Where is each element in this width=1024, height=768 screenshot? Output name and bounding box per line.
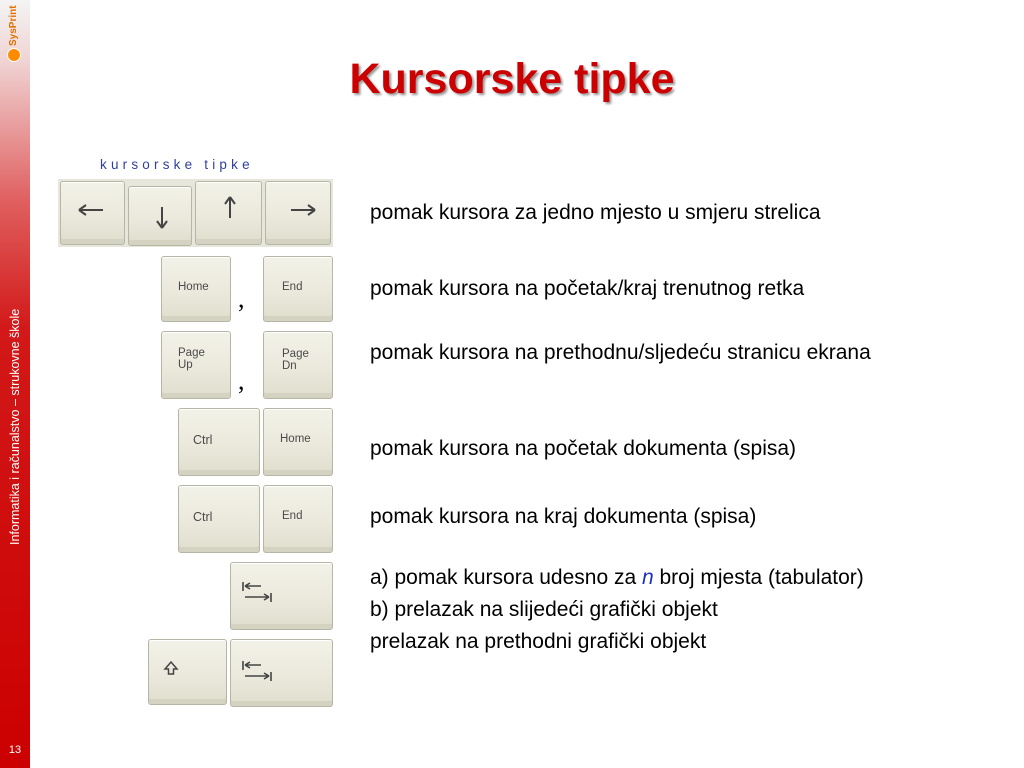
home-key-label: Home — [178, 281, 209, 293]
page-dn-key — [263, 331, 333, 399]
tab-desc-a-start: a) pomak kursora udesno za — [370, 566, 642, 589]
row5-text: pomak kursora na kraj dokumenta (spisa) — [370, 505, 757, 528]
tab-desc-a-end: broj mjesta (tabulator) — [653, 566, 864, 589]
tab-icon — [241, 660, 273, 682]
ctrl-key — [178, 485, 260, 553]
tab-icon — [241, 581, 273, 603]
shift-tab-description: prelazak na prethodni grafički objekt — [370, 630, 707, 653]
end-key-label: End — [282, 281, 303, 293]
tab-desc-variable-n: n — [641, 566, 654, 589]
tab-key — [230, 639, 333, 707]
up-arrow-icon — [224, 194, 236, 220]
shift-key — [148, 639, 227, 705]
separator-comma: , — [238, 284, 245, 313]
page-number: 13 — [8, 744, 22, 756]
shift-arrow-icon — [163, 660, 179, 676]
left-arrow-key — [60, 181, 125, 245]
logo-text: SysPrint — [8, 5, 19, 47]
page-dn-key-label: Page Dn — [282, 348, 309, 372]
sidebar — [0, 0, 30, 768]
row3-description — [370, 337, 970, 369]
ctrl-key-label: Ctrl — [193, 433, 213, 447]
page-up-key-label: Page Up — [178, 347, 205, 371]
row1-description — [370, 197, 910, 229]
row1-text: pomak kursora za jedno mjesto u smjeru strelica — [370, 201, 821, 224]
end-key — [263, 485, 333, 553]
sidebar-course-label: Informatika i računalstvo – strukovne škole — [8, 308, 22, 546]
right-arrow-key — [265, 181, 331, 245]
right-arrow-icon — [288, 204, 318, 216]
tab-description — [370, 562, 930, 658]
row4-text: pomak kursora na početak dokumenta (spisa) — [370, 437, 797, 460]
row2-text: pomak kursora na početak/kraj trenutnog retka — [370, 277, 805, 300]
home-key — [263, 408, 333, 476]
ctrl-key — [178, 408, 260, 476]
row2-description — [370, 273, 970, 305]
separator-comma: , — [238, 366, 245, 395]
row5-description — [370, 501, 970, 533]
tab-key — [230, 562, 333, 630]
down-arrow-icon — [156, 205, 168, 231]
tab-desc-b: b) prelazak na slijedeći grafički objekt — [370, 598, 718, 621]
end-key-label: End — [282, 510, 303, 522]
slide-title: Kursorske tipke — [349, 55, 675, 103]
left-arrow-icon — [77, 204, 107, 216]
keys-caption: kursorske tipke — [100, 157, 254, 172]
down-arrow-key — [128, 186, 192, 246]
page-up-key — [161, 331, 231, 399]
home-key — [161, 256, 231, 322]
home-key-label: Home — [280, 433, 311, 445]
row3-text: pomak kursora na prethodnu/sljedeću stranicu ekrana — [370, 341, 871, 364]
row4-description — [370, 433, 970, 465]
up-arrow-key — [195, 181, 262, 245]
ctrl-key-label: Ctrl — [193, 510, 213, 524]
end-key — [263, 256, 333, 322]
